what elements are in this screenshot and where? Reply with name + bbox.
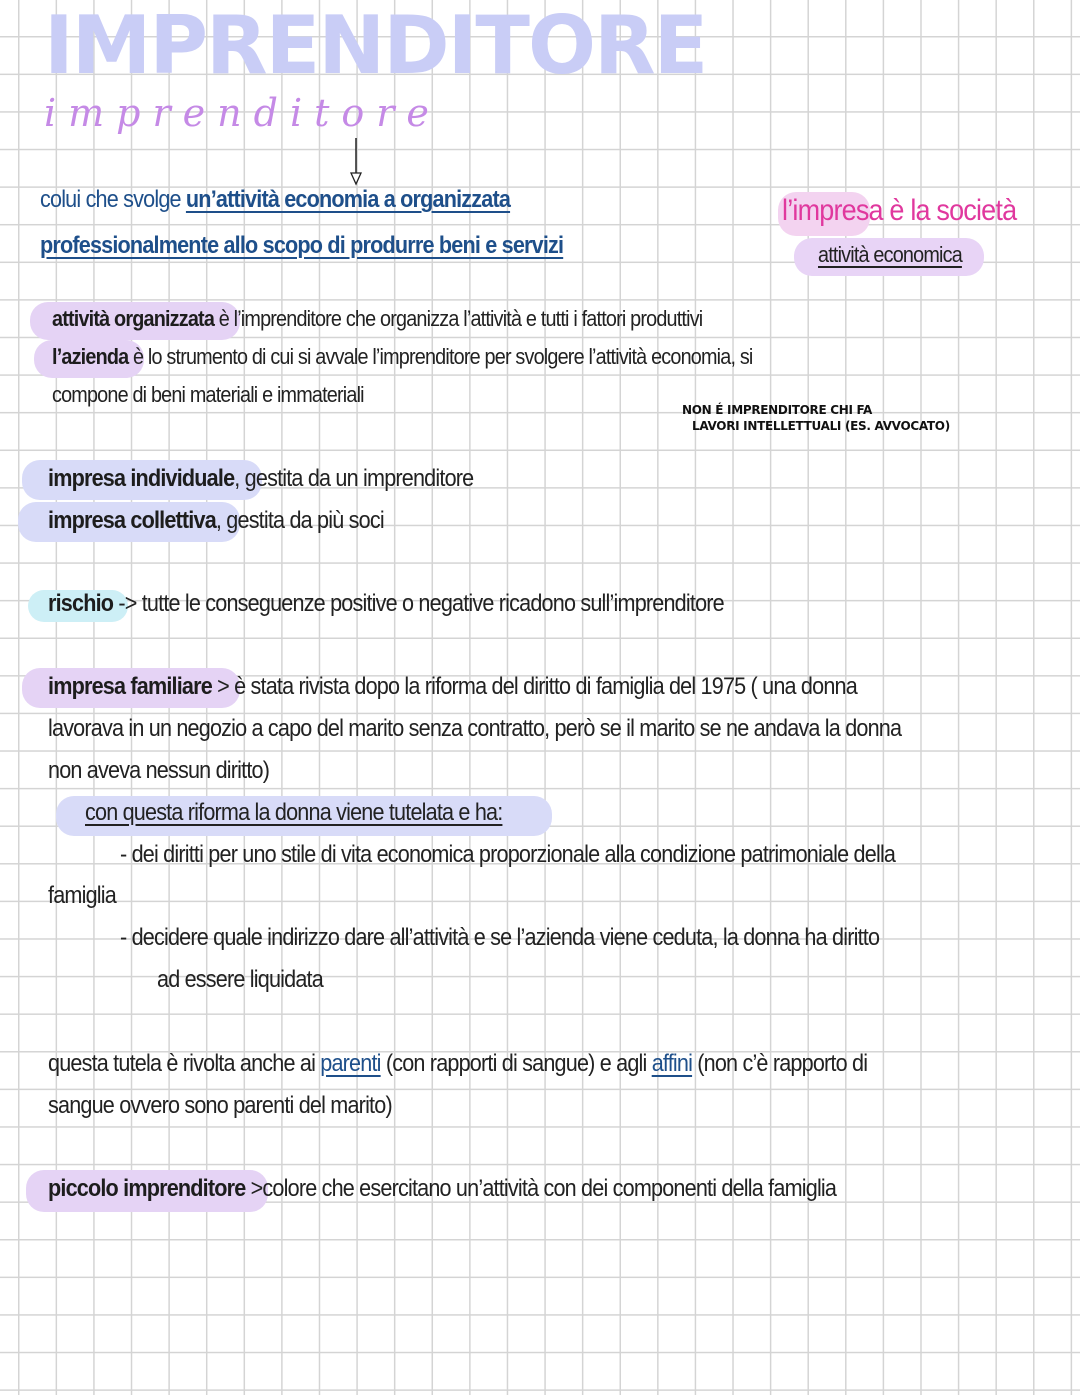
title-block-letters: IMPRENDITORE xyxy=(44,0,707,92)
diritto-2: - decidere quale indirizzo dare all’attività e se l’azienda viene ceduta, la donna ha diritto xyxy=(120,924,880,951)
para-azienda-cont: compone di beni materiali e immateriali xyxy=(52,382,364,407)
rischio: rischio -> tutte le conseguenze positive o negative ricadono sull’imprenditore xyxy=(48,590,724,617)
diritto-1-cont: famiglia xyxy=(48,882,116,909)
definition-line-1: colui che svolge un’attività economia a organizzata xyxy=(40,186,511,213)
tutela-line-2: sangue ovvero sono parenti del marito) xyxy=(48,1092,392,1119)
side-attivita: attività economica xyxy=(818,242,962,267)
handwritten-note: NON É IMPRENDITORE CHI FA LAVORI INTELLETTUALI (ES. AVVOCATO) xyxy=(682,403,950,433)
familiare-line-3: non aveva nessun diritto) xyxy=(48,757,270,784)
familiare-line-2: lavorava in un negozio a capo del marito senza contratto, però se il marito se ne andava la donna xyxy=(48,715,902,742)
side-impresa: l’impresa è la società xyxy=(782,194,1017,227)
diritto-1: - dei diritti per uno stile di vita economica proporzionale alla condizione patrimoniale della xyxy=(120,841,896,868)
diritto-2-cont: ad essere liquidata xyxy=(157,966,323,993)
impresa-collettiva: impresa collettiva, gestita da più soci xyxy=(48,507,384,534)
para-azienda: l’azienda è lo strumento di cui si avvale l’imprenditore per svolgere l’attività economia, si xyxy=(52,344,753,369)
definition-line-2: professionalmente allo scopo di produrre beni e servizi xyxy=(40,232,564,259)
piccolo-imprenditore: piccolo imprenditore >colore che esercitano un’attività con dei componenti della famiglia xyxy=(48,1175,837,1202)
tutela-line-1: questa tutela è rivolta anche ai parenti (con rapporti di sangue) e agli affini (non c’è rapporto di xyxy=(48,1050,868,1077)
arrow-down-icon xyxy=(350,138,362,186)
impresa-familiare: impresa familiare > è stata rivista dopo la riforma del diritto di famiglia del 1975 ( una donna xyxy=(48,673,857,700)
riforma-heading: con questa riforma la donna viene tutelata e ha: xyxy=(85,799,503,826)
para-attivita-organizzata: attività organizzata è l’imprenditore che organizza l’attività e tutti i fattori produttivi xyxy=(52,306,703,331)
title-script: imprenditore xyxy=(44,91,441,135)
impresa-individuale: impresa individuale, gestita da un imprenditore xyxy=(48,465,474,492)
